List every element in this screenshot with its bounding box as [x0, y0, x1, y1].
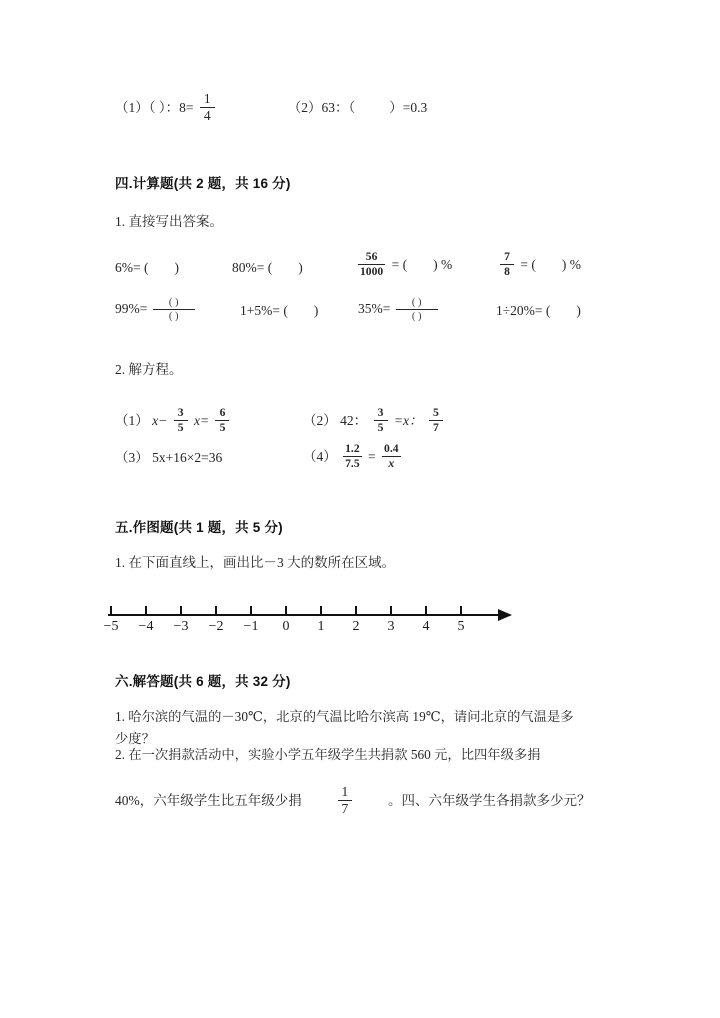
- percent-item-8-left: 1÷20%= (: [496, 303, 551, 318]
- fraction-numerator-blank: ( ): [168, 297, 179, 308]
- fraction-numerator: 56: [365, 250, 378, 263]
- fraction-7-8: [500, 251, 514, 279]
- percent-row-2-item-1: [115, 297, 197, 322]
- fraction-numerator: 3: [377, 406, 384, 419]
- equation-4-equals: =: [368, 448, 376, 464]
- percent-row-1-item-2: [232, 258, 303, 278]
- fraction-denominator-blank: ( ): [411, 311, 422, 323]
- fraction-3-5: [174, 407, 188, 435]
- fraction-numerator-blank: ( ): [411, 297, 422, 308]
- blank-fraction-35: [396, 297, 438, 322]
- equation-2-mid: =x：: [393, 412, 423, 428]
- fraction-0p4-x: [382, 443, 401, 471]
- number-line-label: 1: [317, 619, 325, 634]
- number-line-axis: [108, 614, 501, 616]
- number-line-tick: [110, 606, 112, 614]
- fraction-3-5: [374, 407, 388, 435]
- number-line-label: 4: [422, 619, 430, 634]
- number-line-label: 2: [352, 619, 360, 634]
- section-six-q2-line1: 2. 在一次捐款活动中，实验小学五年级学生共捐款 560 元，比四年级多捐: [115, 747, 541, 762]
- section-six-q2-text-a: 40%，六年级学生比五年级少捐: [115, 792, 302, 808]
- number-line-tick: [180, 606, 182, 614]
- fraction-numerator: 1: [341, 784, 349, 799]
- equation-3-label: （3）: [115, 450, 149, 465]
- percent-item-2-left: 80%= (: [232, 260, 273, 275]
- percent-item-4-left: = (: [520, 256, 536, 272]
- section-six-q1-line2: 少度？: [115, 730, 155, 746]
- section-six-q1: [115, 706, 615, 749]
- section-six-q1-line1: 1. 哈尔滨的气温的－30℃，北京的气温比哈尔滨高 19℃，请问北京的气温是多: [115, 709, 574, 724]
- equation-1-mid: x=: [193, 412, 210, 428]
- number-line-tick: [285, 606, 287, 614]
- top-item1-operand: 8=: [179, 99, 194, 115]
- equation-3-text: 5x+16×2=36: [152, 450, 223, 465]
- number-line-tick: [460, 606, 462, 614]
- equation-1-label: （1）: [115, 412, 149, 428]
- equation-2-lhs: 42：: [340, 412, 368, 428]
- fraction-denominator: x: [388, 457, 395, 471]
- fraction-numerator: 1: [203, 91, 211, 106]
- fraction-denominator: 4: [203, 108, 211, 124]
- fraction-denominator: 7: [341, 801, 349, 817]
- top-fill-in-row: [115, 93, 427, 125]
- percent-row-2-item-4: [496, 301, 581, 321]
- percent-item-5-left: 99%=: [115, 300, 148, 316]
- number-line-arrow-icon: [498, 609, 512, 621]
- percent-item-6-right: ): [313, 303, 319, 318]
- top-item2-label: （2）: [287, 99, 322, 115]
- percent-item-1-right: ): [174, 260, 179, 275]
- section-four-q1-label: 1. 直接写出答案。: [115, 214, 223, 229]
- percent-item-6-left: 1+5%= (: [240, 303, 288, 318]
- fraction-denominator: 8: [504, 265, 510, 279]
- fraction-denominator: 1000: [360, 265, 384, 279]
- section-six-q2-line2: [115, 786, 591, 818]
- fraction-1p2-7p5: [343, 443, 362, 471]
- fraction-numerator: 5: [432, 406, 439, 419]
- percent-row-2-item-2: [240, 301, 318, 321]
- number-line-tick: [355, 606, 357, 614]
- fraction-denominator-blank: ( ): [168, 311, 179, 323]
- equation-1-lhs: x−: [152, 412, 168, 428]
- equation-4-label: （4）: [303, 448, 337, 464]
- top-item1-blank: （ ）: [148, 99, 166, 115]
- number-line-label: −4: [138, 619, 154, 634]
- number-line-label: 0: [282, 619, 290, 634]
- top-item2-blank-close: ）: [389, 99, 403, 115]
- fraction-denominator: 7.5: [345, 457, 360, 471]
- percent-row-1-item-3: [355, 252, 452, 280]
- fraction-denominator: 5: [219, 421, 226, 435]
- equation-2: [303, 408, 446, 436]
- fraction-denominator: 5: [177, 421, 184, 435]
- equation-2-label: （2）: [303, 412, 337, 428]
- number-line-label: −2: [208, 619, 224, 634]
- fraction-denominator: 5: [377, 421, 384, 435]
- fraction-5-7: [429, 407, 443, 435]
- blank-fraction-99: [153, 297, 195, 322]
- percent-item-7-left: 35%=: [358, 300, 391, 316]
- fraction-numerator: 3: [177, 406, 184, 419]
- percent-item-4-right: ) %: [561, 256, 581, 272]
- percent-item-3-right: ) %: [433, 256, 453, 272]
- number-line-tick: [320, 606, 322, 614]
- number-line-label: 3: [387, 619, 395, 634]
- fraction-bar: [396, 309, 438, 310]
- percent-row-2-item-3: [358, 297, 440, 322]
- percent-item-3-left: = (: [391, 256, 408, 272]
- percent-row-1-item-4: [497, 252, 581, 280]
- fraction-numerator: 6: [219, 406, 226, 419]
- top-item2-result: =0.3: [402, 99, 428, 115]
- section-six-heading: 六.解答题(共 6 题，共 32 分): [115, 674, 291, 689]
- fraction-6-5: [215, 407, 229, 435]
- fraction-numerator: 7: [504, 250, 510, 263]
- number-line-label: 5: [457, 619, 465, 634]
- section-six-q2-text-b: 。四、六年级学生各捐款多少元？: [388, 792, 591, 808]
- number-line-tick: [215, 606, 217, 614]
- percent-row-1: [115, 258, 179, 278]
- fraction-numerator: 0.4: [384, 442, 399, 455]
- number-line-label: −3: [173, 619, 189, 634]
- number-line-label: −5: [103, 619, 119, 634]
- fraction-56-1000: [358, 251, 385, 279]
- section-five-heading: 五.作图题(共 1 题，共 5 分): [115, 520, 283, 535]
- section-four-heading: 四.计算题(共 2 题，共 16 分): [115, 176, 291, 191]
- fraction-one-seventh: [338, 785, 353, 817]
- number-line-label: −1: [243, 619, 259, 634]
- equation-4: [303, 444, 404, 472]
- top-item1-label: （1）: [115, 99, 149, 115]
- fraction-one-quarter: [200, 92, 215, 124]
- fraction-bar: [153, 309, 195, 310]
- percent-item-2-right: ): [298, 260, 303, 275]
- section-four-q2-label: 2. 解方程。: [115, 362, 183, 377]
- percent-item-1-left: 6%= (: [115, 260, 149, 275]
- number-line-tick: [250, 606, 252, 614]
- fraction-denominator: 7: [432, 421, 439, 435]
- number-line-tick: [425, 606, 427, 614]
- number-line-tick: [390, 606, 392, 614]
- equation-3: [115, 448, 222, 468]
- top-item2-expression: 63：（: [321, 99, 356, 115]
- number-line-diagram: [103, 596, 528, 642]
- fraction-numerator: 1.2: [345, 442, 360, 455]
- equation-1: [115, 408, 232, 436]
- section-five-q1-label: 1. 在下面直线上，画出比－3 大的数所在区域。: [115, 555, 396, 570]
- top-item1-operator: ：: [165, 99, 180, 115]
- percent-item-8-right: ): [576, 303, 581, 318]
- number-line-tick: [145, 606, 147, 614]
